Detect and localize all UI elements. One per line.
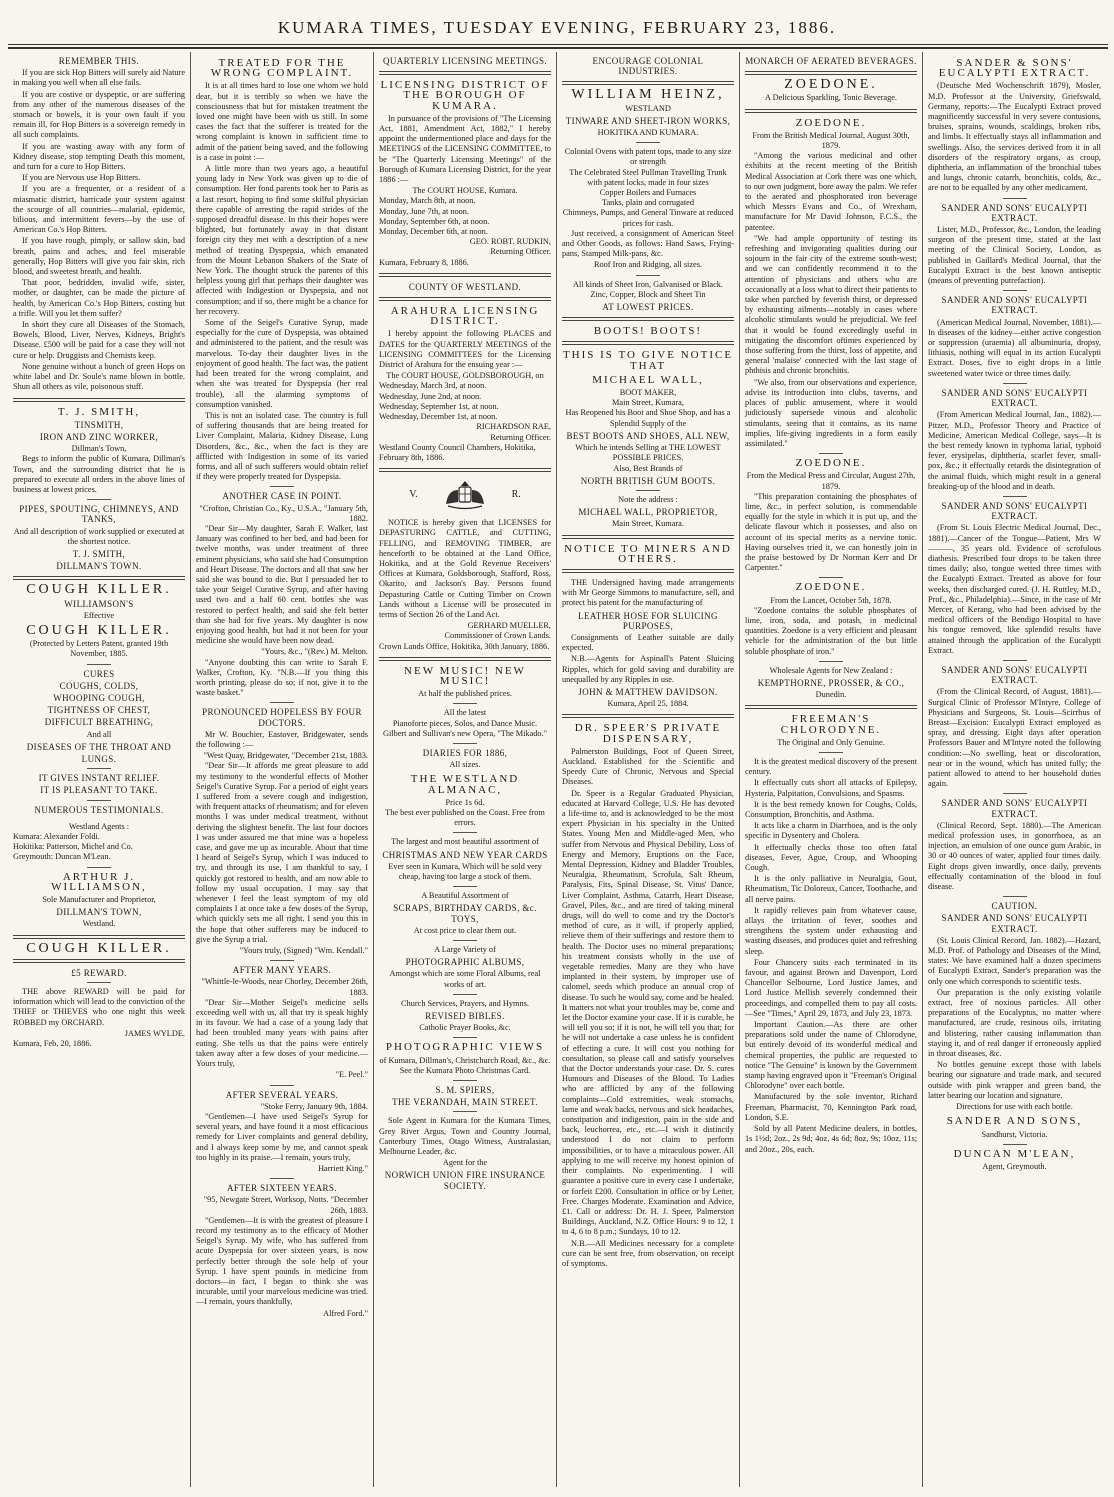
arahura-heading: ARAHURA LICENSING DISTRICT.	[390, 305, 540, 328]
crest-r: R.	[511, 489, 521, 500]
lungs-label: LUNGS.	[81, 753, 117, 764]
miners-hose: LEATHER HOSE FOR SLUICING PURPOSES,	[578, 610, 718, 631]
sander-section-text: (From American Medical Journal, Jan., 1882).—Pitzer, M.D., Professor Theory and Practice of Medicine, American Medical College, says—It is the best remedy known in typhoma larial, typhoid fever, erysipelas, diphtheria, scarlet fever, small-pox, &c.; it effectually retards the disintegration of the animal fluids, which might result in a general breaking-up of the blood and in death.	[928, 410, 1101, 491]
pleasant-label: IT IS PLEASANT TO TAKE.	[40, 785, 158, 796]
wall-street: Main Street, Kumara,	[612, 398, 684, 408]
column-4	[557, 52, 740, 1487]
sander-section-text: (From the Clinical Record, of August, 1881).—Surgical Clinic of Professor M'Intyre, College of Physicians and Surgeons, St. Louis—Scirrhus of Breast—Excision: Eucalypti Extract employed as spray, and dressing. Eight days after operation Professors Bauer and M'Intyre noted the following condition:—No swelling, heat or discoloration, near or in the wound, which has united fully; the patient allowed to attend to her household duties again.	[928, 687, 1101, 789]
freeman-paragraph: It effectually checks those too often fatal diseases, Fever, Ague, Croup, and Whooping Cough.	[745, 842, 917, 873]
kumara-signature: GEO. ROBT. RUDKIN,	[469, 237, 551, 247]
divider	[379, 657, 551, 661]
albums-label: PHOTOGRAPHIC ALBUMS,	[405, 957, 525, 968]
sander-section-heading: SANDER AND SONS' EUCALYPTI EXTRACT.	[941, 500, 1088, 522]
zoedone-paragraph: "This preparation containing the phosphates of lime, &c., in perfect solution, is commendable equally for the style in which it is put up, and the delicate flavour which it possesses, and also on account of its special merits as a nervine tonic. Having ourselves tried it, we can honestly join in the praise bestowed by Dr Norman Kerr and Dr Carpenter."	[745, 491, 917, 573]
kumara-date: Kumara, February 8, 1886.	[379, 257, 469, 267]
heinz-name: WILLIAM HEINZ,	[571, 87, 725, 103]
wall-paragraph: Has Reopened his Boot and Shoe Shop, and has a Splendid Supply of the	[565, 408, 731, 428]
arahura-place: Westland County Council Chambers, Hokitika, February 8th, 1886.	[379, 442, 536, 462]
views-description: of Kumara, Dillman's, Christchurch Road, &c., &c.	[379, 1055, 551, 1065]
divider	[562, 535, 734, 539]
divider	[745, 109, 917, 113]
column-1	[8, 52, 191, 1487]
reward-signature: JAMES WYLDE.	[124, 1028, 185, 1038]
manufacturer-label: Sole Manufacturer and Proprietor,	[42, 895, 156, 905]
divider	[87, 982, 111, 983]
column-6	[923, 52, 1106, 1487]
remember-paragraph: That poor, bedridden, invalid wife, sister, mother, or daughter, can be made the picture of health, by American Co.'s Hop Bitters, costing but a trifle. Will you let them suffer?	[13, 278, 185, 318]
sander-section-text: (Clinical Record, Sept. 1880).—The American medical profession uses, in gonorrhoea, as an injection, an emulsion of one ounce gum Arabic, in 30 or 40 ounces of water, applied four times daily. Eight drops given inwardly, once daily, prevents effectually contamination of the blood in foul disease.	[928, 820, 1101, 892]
diseases-label: DISEASES OF THE THROAT AND	[26, 741, 172, 752]
divider	[87, 800, 111, 801]
music-latest: All the latest	[443, 708, 487, 718]
divider	[13, 935, 185, 939]
smith-town: Dillman's Town,	[71, 444, 127, 454]
reward-paragraph: THE above REWARD will be paid for information which will lead to the conviction of the THIEF or THIEVES who one night this week ROBBED my ORCHARD.	[13, 987, 185, 1027]
sander-section-text: (American Medical Journal, November, 1881).—In diseases of the kidney—either active congestion or suppression (uraemia) all albuminuria, dropsy, lithiasis, nothing will equal in its action Eucalypti Extract. Doses, five to eight drops in a little sweetened water twice or three times daily.	[928, 317, 1101, 378]
albums-description: Amongst which are some Floral Albums, real works of art.	[389, 969, 541, 989]
freeman-paragraph: Important Caution.—As there are other preparations sold under the name of Chlorodyne, but entirely devoid of its wonderful medical and chemical properties, the public are requested to notice "The Genuine" is known by the Government stamp having engraved upon it "Freeman's Original Chlorodyne" over each bottle.	[745, 1020, 917, 1091]
westland-label: Westland.	[82, 919, 116, 929]
divider	[270, 1085, 294, 1086]
divider	[87, 664, 111, 665]
miners-nb: N.B.—Agents for Aspinall's Patent Sluicing Ripples, which for gold saving and durability are unequalled by any Ripples in use.	[562, 654, 734, 684]
caution-paragraph: No bottles genuine except those with labels bearing our signature and trade mark, and secured outside with pink wrapper and green band, the latter bearing our location and signature.	[928, 1060, 1101, 1100]
scraps-intro: A Beautiful Assortment of	[421, 891, 509, 901]
divider	[1003, 496, 1027, 497]
divider	[562, 81, 734, 85]
and-all-label: And all	[86, 729, 112, 739]
hopeless-intro: Mr W. Bouchier, Eastover, Bridgewater, sends the following :—	[196, 729, 368, 749]
heinz-trade: TINWARE AND SHEET-IRON WORKS,	[565, 115, 731, 126]
heinz-metals: Zinc, Copper, Block and Sheet Tin	[590, 289, 706, 299]
cough-killer-heading: COUGH KILLER.	[26, 582, 172, 598]
freeman-paragraph: It acts like a charm in Diarrhoea, and is the only specific in Dysentery and Cholera.	[745, 821, 917, 841]
arahura-date-item: Wednesday, December 1st, at noon.	[379, 412, 498, 422]
many-years-signature: "E. Peel."	[335, 1070, 368, 1080]
ailment-item: TIGHTNESS OF CHEST,	[47, 705, 151, 716]
divider	[270, 1178, 294, 1179]
freeman-paragraph: Sold by all Patent Medicine dealers, in bottles, 1s 1½d; 2oz., 2s 9d; 4oz, 4s 6d; 8oz, 9s; 10oz, 11s; and 20oz., 20s, each.	[745, 1124, 917, 1154]
masthead-title: KUMARA TIMES, TUESDAY EVENING, FEBRUARY 23, 1886.	[277, 18, 837, 37]
caution-paragraph: Our preparation is the only existing volatile extract, free of noxious particles. All other preparations of the Eucalyptus, no matter where manufactured, are crude, resinous oils, irritating and blistering, rather causing inflammation than staying it, and of real danger if erroneously applied in throat diseases, &c.	[928, 987, 1101, 1059]
sander-heading: SANDER & SONS' EUCALYPTI EXTRACT.	[938, 57, 1091, 80]
zoedone-source-3: From the Lancet, October 5th, 1878.	[770, 595, 892, 605]
reward-date: Kumara, Feb. 20, 1886.	[13, 1039, 92, 1049]
divider	[453, 994, 477, 995]
top-rule	[8, 44, 1108, 45]
heinz-town: HOKITIKA AND KUMARA.	[597, 128, 699, 138]
freeman-paragraph: It rapidly relieves pain from whatever cause, allays the irritation of fever, soothes and strengthens the system under exhausting and wasting diseases, and produces quiet and refreshing sleep.	[745, 905, 917, 956]
caution-paragraph: (St. Louis Clinical Record, Jan. 1882).—Hazard, M.D. Prof. of Pathology and Diseases of the Mind, states: We have examined half a dozen specimens of Eucalypti Extract, Sander's preparation was the only one which corresponds to scientific tests.	[928, 935, 1101, 986]
sander-signature: SANDER AND SONS,	[946, 1115, 1083, 1128]
sander-section-text: (From St. Louis Electric Medical Journal, Dec., 1881).—Cancer of the Tongue—Patient, Mrs W———, 35 years old. Evidence of scrofulous diathesis. Prescribed four drops to be taken three times daily; also, tongue wetted three times with the Eucalypti Extract. Treated as above for four weeks, then discharged cured. (J. H. Ruttley, M.D., Prof., &c., Philadelphia).—Since, in the case of Mr Mercer, of Kerang, who had been advised by the medical officers of the Bendigo Hospital to have his tongue removed, like splendid results have attained through the application of the Eucalypti Extract.	[928, 523, 1101, 655]
crest-v: V.	[409, 489, 418, 500]
sixteen-years-heading: AFTER SIXTEEN YEARS.	[227, 1183, 337, 1194]
divider	[270, 960, 294, 961]
agent-name: DUNCAN M'LEAN,	[953, 1147, 1076, 1160]
divider	[13, 959, 185, 963]
divider	[819, 577, 843, 578]
divider	[562, 714, 734, 718]
another-postscript: "Anyone doubting this can write to Sarah F. Walker, Crofton, Ky. "N.B.—If you thing this worth printing, please do so; if not, give it to the waste basket."	[196, 657, 368, 698]
remember-paragraph: None genuine without a bunch of green Hops on white label and Dr. Soule's name blown in bottle. Shun all others as vile, poisonous stuff.	[13, 361, 185, 392]
encourage-heading: ENCOURAGE COLONIAL INDUSTRIES.	[592, 56, 704, 77]
boots-heading: BOOTS! BOOTS!	[593, 325, 703, 338]
music-description: Pianoforte pieces, Solos, and Dance Music.	[392, 718, 538, 728]
heinz-line: The Celebrated Steel Pullman Travelling Trunk with patent locks, made in four sizes	[569, 167, 727, 187]
divider	[13, 576, 185, 580]
caution-subheading: SANDER AND SONS' EUCALYPTI EXTRACT.	[941, 913, 1088, 934]
smith-lines: PIPES, SPOUTING, CHIMNEYS, AND TANKS,	[19, 504, 179, 525]
sander-section-heading: SANDER AND SONS' EUCALYPTI EXTRACT.	[941, 295, 1088, 316]
caution-heading: CAUTION.	[991, 901, 1038, 912]
smith-signature-town: DILLMAN'S TOWN.	[56, 561, 142, 572]
heinz-prices: AT LOWEST PRICES.	[602, 302, 694, 313]
divider	[87, 867, 111, 868]
divider	[1003, 1144, 1027, 1145]
testimonials-label: NUMEROUS TESTIMONIALS.	[34, 804, 164, 815]
another-signature: "Yours, &c., "(Rev.) M. Melton.	[261, 647, 368, 657]
music-opera: Gilbert and Sullivan's new Opera, "The Mikado."	[382, 728, 548, 738]
divider	[562, 569, 734, 573]
music-subtitle: At half the published prices.	[418, 689, 512, 699]
speer-paragraph: N.B.—All Medicines necessary for a complete cure can be sent free, from observation, on receipt of symptoms.	[562, 1238, 734, 1268]
arahura-date-item: Wednesday, September 1st, at noon.	[379, 401, 499, 411]
wholesale-city: Dunedin.	[815, 690, 847, 700]
notice-place: Crown Lands Office, Hokitika, 30th January, 1886.	[379, 641, 550, 651]
miners-consignments: Consignments of Leather suitable are daily expected.	[562, 632, 734, 653]
sander-place: Sandhurst, Victoria.	[981, 1129, 1048, 1139]
divider	[87, 768, 111, 769]
remember-paragraph: In short they cure all Diseases of the Stomach, Bowels, Blood, Liver, Nerves, Kidneys, Bright's Disease. £500 will be paid for a case they will not cure or help. Druggists and Chemists keep.	[13, 320, 185, 360]
freeman-paragraph: It is the greatest medical discovery of the present century.	[745, 756, 917, 777]
agent-item: Kumara: Alexander Foldi.	[13, 832, 100, 841]
kumara-date-item: Monday, December 6th, at noon.	[379, 227, 488, 237]
scraps-label: SCRAPS, BIRTHDAY CARDS, &c. TOYS,	[393, 903, 537, 924]
divider	[745, 71, 917, 75]
bibles-label: REVISED BIBLES.	[425, 1011, 505, 1022]
several-years-heading: AFTER SEVERAL YEARS.	[225, 1089, 339, 1100]
divider	[1003, 660, 1027, 661]
many-years-heading: AFTER MANY YEARS.	[232, 965, 332, 976]
sixteen-years-signature: Alfred Ford."	[323, 1308, 368, 1318]
wall-trade: BOOT MAKER,	[619, 388, 677, 398]
heinz-line: Copper Boilers and Furnaces	[599, 188, 697, 198]
remember-paragraph: If you are sick Hop Bitters will surely aid Nature in making you well when all else fails.	[13, 68, 185, 88]
sander-section-heading: SANDER AND SONS' EUCALYPTI EXTRACT.	[941, 387, 1088, 409]
sixteen-years-paragraph: "Gentlemen—It is with the greatest of pleasure I record my testimony as to the efficacy of Mother Seigel's Syrup. My wife, who has suffered from acute Dyspepsia for over sixteen years, is now perfectly better through the sole help of your Syrup. I have spent pounds in medicine from doctors—in fact, I began to think she was incurable, until your marvelous medicine was tried.—I remain, yours thankfully,	[196, 1215, 368, 1307]
divider	[453, 940, 477, 941]
zoedone-heading-2: ZOEDONE.	[795, 457, 867, 470]
notice-signature: GERHARD MUELLER,	[467, 621, 551, 631]
divider	[379, 71, 551, 75]
ailment-item: COUGHS, COLDS,	[59, 680, 139, 691]
divider	[819, 752, 843, 753]
miners-heading: NOTICE TO MINERS AND OTHERS.	[564, 542, 732, 565]
freeman-heading: FREEMAN'S CHLORODYNE.	[780, 713, 882, 736]
boots-intro: THIS IS TO GIVE NOTICE THAT	[562, 349, 734, 372]
speer-paragraph: Dr. Speer is a Regular Graduated Physician, educated at Harvard College, U.S. He has devoted a life-time to, and is acknowledged to be the most expert Physician in his specialty in the United States. Young Men and Middle-aged Men, who suffer from Nervous and Physical Debility, Loss of Energy and Memory, Eruptions on the Face, Mental Depression, Kidney and Bladder Troubles, Neuralgia, Rheumatism, Scrofula, Salt Rheum, Paralysis, Fits, Spinal Disease, St. Vitus' Dance, Liver Complaint, Asthma, Catarrh, Heart Disease, Gravel, Piles, &c., and are tired of taking mineral drugs, will do well to come and try the Doctor's method of cure, as it will, if properly applied, relieve them of their sufferings and restore them to health. The Doctor uses no mineral preparations; his treatment consists wholly in the use of vegetable remedies. Many are they who have implanted in their system, by improper use of calomel, seeds which produce an annual crop of disease. To such he would say, come and be healed. It matters not what your troubles may be, come and let the Doctor examine your case. If it is curable, he will tell you so; if it is not, he will tell you that; for he will not undertake a case unless he is confident of effecting a cure. It will cost you nothing for consultation, so please call and satisfy yourselves that the Doctor understands your case. Dr. S. cures Humours and Diseases of the Blood. To Ladies who are afflicted by any of the following complaints—Cold extremities, weak stomachs, lame and weak backs, nervous and sick headaches, constipation and indigestion, pain in the side and back, leuchorrea, etc., etc.—I wish it distinctly understood I do not claim to perform impossibilities, or to have a miraculous power. All applying to me will receive my honest opinion of their complaints. No experimenting. I will guarantee a positive cure in every case I undertake, or forfeit £200. Consultation in office or by Letter, Free. Charges Moderate. Examination and Advice, £1. Call or address: Dr. H. J. Speer, Palmerston Buildings, Auckland, N.Z. Office Hours: 9 to 12, 1 to 4, 6 to 8 p.m.; Sundays, 10 to 12.	[562, 788, 734, 1237]
many-years-place: "Whittle-le-Woods, near Chorley, December 26th, 1883.	[201, 977, 368, 997]
several-years-place: "Stoke Ferry, January 9th, 1884.	[260, 1101, 368, 1111]
smith-description: And all description of work supplied or executed at the shortest notice.	[13, 526, 185, 546]
freeman-paragraph: It effectually cuts short all attacks of Epilepsy, Hysteria, Palpitation, Convulsions, and Spasms.	[745, 778, 917, 798]
arahura-signature: RICHARDSON RAE,	[476, 422, 551, 432]
freeman-paragraph: Manufactured by the sole inventor, Richard Freeman, Pharmacist, 70, Kennington Park road, London, S.E.	[745, 1092, 917, 1122]
wall-address-2: Main Street, Kumara.	[612, 519, 684, 529]
miners-signature: JOHN & MATTHEW DAVIDSON.	[578, 686, 718, 697]
smith-paragraph: Begs to inform the public of Kumara, Dillman's Town, and the surrounding district that he is prepared to execute all orders in the above lines of business at lowest prices.	[13, 454, 185, 494]
heinz-line: Just received, a consignment of American Steel and Other Goods, as follows: Hand Saws, Frying-pans, Stamped Milk-pans, &c.	[562, 228, 734, 259]
divider	[453, 703, 477, 704]
royal-coat-of-arms-icon	[440, 478, 490, 512]
relief-label: IT GIVES INSTANT RELIEF.	[38, 773, 160, 784]
kumara-licensing-heading: LICENSING DISTRICT OF THE BOROUGH OF KUMARA.	[380, 79, 550, 112]
top-rule-double	[8, 47, 1108, 49]
remember-heading: REMEMBER THIS.	[58, 56, 140, 66]
wall-address: MICHAEL WALL, PROPRIETOR,	[578, 507, 718, 518]
divider	[453, 1080, 477, 1081]
freeman-paragraph: It is the best remedy known for Coughs, Colds, Consumption, Bronchitis, and Asthma.	[745, 799, 917, 819]
zoedone-paragraph: "Among the various medicinal and other exhibits at the recent meeting of the British Medical Association at Cork there was one which, to our own judgment, bore away the palm. We refer to the aerated and phosphorated iron beverage which Messrs Evans and Co., of Wrexham, manufacture for Mr David Johnson, F.C.S., the patentee.	[745, 151, 917, 232]
divider	[379, 297, 551, 301]
divider	[379, 273, 551, 277]
divider	[87, 499, 111, 500]
divider	[13, 398, 185, 402]
hopeless-paragraph: "Dear Sir—It affords me great pleasure to add my testimony to the wonderful effects of Mother Seigel's Curative Syrup. For a period of eight years I suffered from a severe cough and indigestion, with frequent attacks of rheumatism; and for eleven months I was under medical treatment, without deriving the slightest benefit. The last four doctors I was under assured me that mine was a hopeless case, and gave me up as incurable. About that time I heard of Seigel's Syrup, which I was induced to try, and through its use, I am thankful to say, I quickly got restored to health, and am now able to follow my usual occupation. I may say that whenever I feel the least symptom of my old complaints I at once take a few doses of the Syrup, which quickly sets me all right. I send you this in the hope that other sufferers may be induced to give the Syrup a trial.	[196, 761, 368, 944]
zoedone-paragraph: "We had ample opportunity of testing its refreshing and invigorating qualities during our sojourn in the fair city of the extreme south-west; and we can confidently recommend it to the attention of physicians and others who are occasionally at a loss what to direct their patients to take when parched by feverish thirst, or depressed by exhausting ailments—notably in cases where alcoholic stimulants would be prejudicial. We feel that it would be found exceedingly useful in mitigating the discomfort oftimes experienced by those suffering from the thirst, loss of appetite, and general 'malaise' connected with the last stage of phthisis and chronic bronchitis.	[745, 233, 917, 376]
hopeless-heading: PRONOUNCED HOPELESS BY FOUR DOCTORS.	[202, 707, 362, 728]
verandah-label: THE VERANDAH, MAIN STREET.	[392, 1097, 538, 1108]
divider	[270, 702, 294, 703]
wholesale-name: KEMPTHORNE, PROSSER, & CO.,	[757, 677, 905, 688]
almanac-price: Price 1s 6d.	[445, 797, 485, 807]
another-case-heading: ANOTHER CASE IN POINT.	[222, 491, 342, 502]
remember-paragraph: If you are a frequenter, or a resident of a miasmatic district, barricade your system against the scourge of all countries—malarial, epidemic, bilious, and intermittent fevers—by the use of American Co.'s Hop Bitters.	[13, 184, 185, 235]
speer-paragraph: Palmerston Buildings, Foot of Queen Street, Auckland. Established for the Scientific and Speedy Cure of Chronic, Nervous and Special Diseases.	[562, 746, 734, 787]
many-years-paragraph: "Dear Sir—Mother Seigel's medicine sells exceeding well with us, all that try it speak highly in its favour. We had a case of a young lady that had been troubled many years with pains after eating. She tells us that the pains were entirely taken away after a few doses of your medicine.—Yours truly,	[196, 997, 368, 1069]
hopeless-place: "West Quay, Bridgewater, "December 21st, 1883.	[203, 751, 368, 761]
wall-note: Note the address :	[618, 494, 678, 504]
sander-intro: (Deutsche Med Wochenschrift 1879), Mosler, M.D. Professor at the University, Griefswald, Germany, reports:—The Eucalypti Extract proved magnificently successful in very severe contusions, bruises, sprains, wounds, scaldings, broken ribs, and limbs. It effectually stays all inflammation and swellings. Also, the services derived from it in all disorders of the respiratory organs, as croup, diphtheria, an inflammation of the bronchial tubes and lungs, chronic catarrh, bronchitis, colds, &c., are not to be equalled by any other medicament.	[928, 81, 1101, 193]
column-3	[374, 52, 557, 1487]
freeman-paragraph: Four Chancery suits each terminated in its favour, and against Brown and Davenport, Lord Chancellor Selbourne, Lord Justice James, and Lord Justice Mellish severely condemned their proceedings, and compelled them to pay all costs.—See "Times," April 29, 1873, and July 23, 1873.	[745, 957, 917, 1018]
smith-signature: T. J. SMITH,	[72, 548, 126, 559]
divider	[636, 142, 660, 143]
zoedone-title: ZOEDONE.	[784, 77, 878, 93]
arahura-date-item: Wednesday, June 2nd, at noon.	[379, 391, 482, 401]
directions-label: Directions for use with each bottle.	[956, 1102, 1073, 1112]
quarterly-heading: QUARTERLY LICENSING MEETINGS.	[382, 56, 548, 66]
miners-date: Kumara, April 25, 1884.	[607, 699, 689, 709]
wrong-paragraph: It is at all times hard to lose one whom we hold dear, but it is terribly so when we have the consciousness that but for mistaken treatment the loved one might have been with us still. In some cases the fact that the sufferer is treated for the wrong complaint is known in sufficient time to admit of the patient being saved, and the following is a case in point :—	[196, 81, 368, 162]
sixteen-years-place: "95, Newgate Street, Worksop, Notts. "December 26th, 1883.	[203, 1195, 368, 1215]
divider	[1003, 198, 1027, 199]
remember-paragraph: If you have rough, pimply, or sallow skin, bad breath, pains and aches, and feel miserable generally, Hop Bitters will give you fair skin, rich blood, and sweetest breath, and health.	[13, 236, 185, 277]
freeman-subtitle: The Original and Only Genuine.	[777, 737, 885, 747]
several-years-paragraph: "Gentlemen—I have used Seigel's Syrup for several years, and have found it a most efficacious remedy for Liver complaints and general debility, and I always keep some by me, and cannot speak too highly in its praise.—I remain, yours truly,	[196, 1111, 368, 1162]
newspaper-columns	[8, 52, 1108, 1487]
sander-section-heading: SANDER AND SONS' EUCALYPTI EXTRACT.	[941, 664, 1088, 686]
photographic-views-heading: PHOTOGRAPHIC VIEWS	[385, 1041, 545, 1054]
wrong-paragraph: A little more than two years ago, a beautiful young lady in New York was given up to die of consumption. Her fond parents took her to Paris as a last resort, hoping to find some skilful physician there capable of arresting the rapid strides of the supposed dreadful disease. In this their hopes were blighted, but fortunately away in that distant foreign city they met with a description of a new method of treating Dyspepsia, which emanated from the Mount Lebanon Shakers of the State of New York. The thought struck the parents of this helpless young girl that perhaps their daughter was affected with Indigestion or Dyspepsia, and not consumption; and if so, there might be a chance for her recovery.	[196, 164, 368, 316]
new-music-heading: NEW MUSIC! NEW MUSIC!	[404, 664, 526, 687]
cards-label: CHRISTMAS AND NEW YEAR CARDS	[382, 849, 548, 860]
kumara-date-item: Monday, June 7th, at noon.	[379, 206, 470, 216]
heinz-line: Tanks, plain and corrugated	[601, 198, 695, 208]
wall-name: MICHAEL WALL,	[592, 373, 704, 386]
column-5	[740, 52, 923, 1487]
sander-section-heading: SANDER AND SONS' EUCALYPTI EXTRACT.	[941, 202, 1088, 223]
smith-name: T. J. SMITH,	[57, 405, 141, 418]
heinz-line: Roof Iron and Ridging, all sizes.	[593, 260, 703, 270]
sander-section-heading: SANDER AND SONS' EUCALYPTI EXTRACT.	[941, 798, 1088, 819]
ailment-item: WHOOPING COUGH,	[53, 692, 145, 703]
divider	[745, 705, 917, 709]
kumara-date-item: Monday, March 8th, at noon.	[379, 196, 476, 206]
insurance-intro: Agent for the	[442, 1158, 488, 1168]
scraps-description: At cost price to clear them out.	[413, 925, 517, 935]
cures-label: CURES	[83, 668, 115, 679]
miners-paragraph: THE Undersigned having made arrangements with Mr George Simmons to manufacture, sell, and protect his patent for the manufacturing of	[562, 577, 734, 608]
heinz-line: Chimneys, Pumps, and General Tinware at reduced prices for cash.	[562, 208, 734, 228]
bibles-intro: Church Services, Prayers, and Hymns.	[401, 998, 529, 1008]
zoedone-source-2: From the Medical Press and Circular, August 27th, 1879.	[746, 471, 916, 491]
column-2	[191, 52, 374, 1487]
views-note: See the Kumara Photo Christmas Card.	[399, 1065, 531, 1075]
divider	[453, 1111, 477, 1112]
divider	[1003, 383, 1027, 384]
westland-county-heading: COUNTY OF WESTLAND.	[408, 281, 522, 292]
divider	[379, 468, 551, 472]
divider	[636, 275, 660, 276]
smith-trade-2: IRON AND ZINC WORKER,	[39, 431, 159, 442]
cough-killer-heading-3: COUGH KILLER.	[26, 940, 172, 956]
royal-crest	[379, 478, 551, 512]
williamsons-label: WILLIAMSON'S	[64, 598, 134, 609]
divider	[270, 486, 294, 487]
cough-killer-heading-2: COUGH KILLER.	[26, 622, 172, 638]
agent-item: Hokitika: Patterson, Michel and Co.	[13, 842, 133, 852]
arahura-role: Returning Officer.	[490, 432, 551, 442]
divider	[1003, 793, 1027, 794]
notice-paragraph: NOTICE is hereby given that LICENSES for DEPASTURING CATTLE, and CUTTING, FELLING, and REMOVING TIMBER, are henceforth to be obtained at the Land Office, Hokitika, and at the Gold Revenue Receivers' Offices at Kumara, Goldsborough, Stafford, Ross, Okarito, and Jackson's Bay. Persons found Depasturing Cattle or Cutting Timber on Crown Lands without a License will be prosecuted in terms of Section 26 of the Land Act.	[379, 518, 551, 619]
kumara-paragraph: In pursuance of the provisions of "The Licensing Act, 1881, Amendment Act, 1882," I hereby appoint the undermentioned place and days for the MEETINGS of the LICENSING COMMITTEE, to be "The Quarterly Licensing Meetings" of the Borough of Kumara Licensing District, for the year 1886 :—	[379, 113, 551, 185]
sole-agent-paragraph: Sole Agent in Kumara for the Kumara Times, Grey River Argus, Town and Country Journal, Canterbury Times, Otago Witness, Australasian, Melbourne Leader, &c.	[379, 1116, 551, 1157]
effective-label: Effective	[83, 610, 115, 620]
remember-paragraph: If you are Nervous use Hop Bitters.	[22, 173, 141, 183]
almanac-label: THE WESTLAND ALMANAC,	[410, 773, 520, 796]
heinz-iron: All kinds of Sheet Iron, Galvanised or Black.	[572, 279, 723, 289]
divider	[819, 453, 843, 454]
agent-item: Greymouth: Duncan M'Lean.	[13, 852, 111, 862]
ailment-item: DIFFICULT BREATHING,	[44, 717, 154, 728]
cards-intro: The largest and most beautiful assortment of	[391, 837, 539, 847]
speer-heading: DR. SPEER'S PRIVATE DISPENSARY,	[574, 722, 722, 745]
bibles-description: Catholic Prayer Books, &c.	[419, 1023, 511, 1033]
reward-amount: £5 REWARD.	[71, 967, 127, 978]
divider	[453, 743, 477, 744]
monarch-heading: MONARCH OF AERATED BEVERAGES.	[745, 56, 917, 66]
zoedone-tagline: A Delicious Sparkling, Tonic Beverage.	[765, 93, 897, 103]
smith-trade: TINSMITH,	[74, 419, 124, 430]
spiers-name: S. M. SPIERS,	[435, 1085, 495, 1096]
kumara-date-item: Monday, September 6th, at noon.	[379, 216, 490, 226]
divider	[453, 1037, 477, 1038]
divider	[453, 886, 477, 887]
another-paragraph: "Dear Sir—My daughter, Sarah F. Walker, last January was confined to her bed, and had been for twelve months, was under treatment of three eminent physicians, who said she had Consumption and Heart Disease. The doctors and all that saw her said she was bound to die. But I persuaded her to take your Seigel Curative Syrup, and after having used two and a half 60 cent. bottles she was restored to perfect health, and said she felt better than she had for five years. My daughter is now enjoying good health, but had it not been for your medicine she would have been now dead.	[196, 523, 368, 646]
divider	[1003, 290, 1027, 291]
arahura-date-item: Wednesday, March 3rd, at noon.	[379, 381, 487, 391]
wrong-paragraph: Some of the Seigel's Curative Syrup, made especially for the cure of Dyspepsia, was obtained and administered to the patient, and the result was marvelous. To-day their daughter lives in the enjoyment of good health. The fact was, the patient had been treated for the wrong complaint, and when she was treated for Dyspepsia (her real trouble), all the alarming symptoms of consumption vanished.	[196, 318, 368, 409]
wall-gum-boots: NORTH BRITISH GUM BOOTS.	[580, 475, 716, 486]
divider	[562, 317, 734, 321]
wrong-paragraph: This is not an isolated case. The country is full of suffering thousands that are being treated for Liver Complaint, Malaria, Kidney Disease, Lung Disorders, &c., &c., when the fact is they are afflicted with Indigestion in some of its varied forms, and all of such sufferers would obtain relief if they were properly treated for Dyspepsia.	[196, 410, 368, 482]
goldsborough-label: The COURT HOUSE, GOLDSBOROUGH, on	[386, 371, 544, 381]
remember-paragraph: If you are wasting away with any form of Kidney disease, stop tempting Death this moment, and turn for a cure to Hop Bitters.	[13, 141, 185, 172]
zoedone-paragraph: "Zoedone contains the soluble phosphates of lime, iron, soda, and potash, in medicinal quantities. Zoedone is a very efficient and pleasant vehicle for the administration of the but little soluble phosphate of iron."	[745, 605, 917, 656]
remember-paragraph: If you are costive or dyspeptic, or are suffering from any other of the numerous diseases of the stomach or bowels, it is your own fault if you remain ill, for Hop Bitters is a sovereign remedy in all such complaints.	[13, 89, 185, 140]
another-place: "Crofton, Christian Co., Ky., U.S.A., "January 5th, 1882.	[199, 503, 368, 523]
several-years-signature: Harriett King."	[318, 1163, 368, 1173]
diaries-label: DIARIES FOR 1886,	[422, 747, 508, 758]
zoedone-heading-3: ZOEDONE.	[795, 581, 867, 594]
insurance-label: NORWICH UNION FIRE INSURANCE SOCIETY.	[384, 1170, 546, 1191]
divider	[636, 490, 660, 491]
wrong-complaint-heading: TREATED FOR THE WRONG COMPLAINT.	[210, 57, 354, 80]
dillmans-town: DILLMAN'S TOWN,	[56, 907, 142, 918]
freeman-paragraph: It is the only palliative in Neuralgia, Gout, Rheumatism, Tic Doloreux, Cancer, Toothache, and all nerve pains.	[745, 874, 917, 904]
almanac-description: The best ever published on the Coast. Free from errors.	[385, 807, 545, 828]
patent-note: (Protected by Letters Patent, granted 19th November, 1885.	[29, 639, 169, 659]
wall-brands: Also, Best Brands of	[613, 463, 683, 473]
heinz-place: WESTLAND	[625, 103, 671, 113]
agent-place: Agent, Greymouth.	[982, 1161, 1047, 1171]
wholesale-label: Wholesale Agents for New Zealand :	[769, 665, 893, 675]
all-sizes-label: All sizes.	[449, 760, 481, 770]
albums-intro: A Large Variety of	[434, 945, 496, 955]
divider	[819, 661, 843, 662]
kumara-role: Returning Officer.	[490, 247, 551, 257]
divider	[562, 341, 734, 345]
cards-description: Ever seen in Kumara, Which will be sold very cheap, having too large a stock of them.	[388, 861, 542, 881]
arahura-paragraph: I hereby appoint the following PLACES and DATES for the QUARTERLY MEETINGS of the LICENSING COMMITTEES for the Licensing District of Arahura for the ensuing year :—	[379, 329, 551, 370]
zoedone-source-1: From the British Medical Journal, August 30th, 1879.	[752, 130, 910, 151]
wall-best: BEST BOOTS AND SHOES, ALL NEW,	[566, 430, 730, 441]
zoedone-heading-1: ZOEDONE.	[795, 116, 867, 129]
agents-heading: Westland Agents :	[68, 821, 130, 831]
arthur-name: ARTHUR J. WILLIAMSON,	[51, 870, 147, 893]
hopeless-signature: "Yours truly, (Signed) "Wm. Kendall."	[239, 946, 368, 956]
divider	[453, 832, 477, 833]
sander-section-text: Lister, M.D., Professor, &c., London, the leading surgeon of the present time, stated at the last meeting of the Clinical Society, London, as published in Gaillard's Medical Journal, that the Eucalypti Extract is the best known antiseptic (means of preventing putrefaction).	[928, 225, 1101, 286]
heinz-line: Colonial Ovens with patent tops, made to any size or strength	[564, 147, 732, 167]
zoedone-paragraph: "We also, from our observations and experience, advise its introduction into clubs, taverns, and places of public amusement, where it would judiciously supersede vinous and alcoholic stimulants, seeing that it contains, as its name implies, life-giving ingredients in a form easily assimilated."	[745, 377, 917, 448]
divider	[1003, 896, 1027, 897]
notice-role: Commissioner of Crown Lands.	[444, 631, 551, 641]
wall-prices: Which he intends Selling at THE LOWEST POSSIBLE PRICES.	[575, 443, 721, 463]
court-house-label: The COURT HOUSE, Kumara.	[412, 186, 518, 196]
